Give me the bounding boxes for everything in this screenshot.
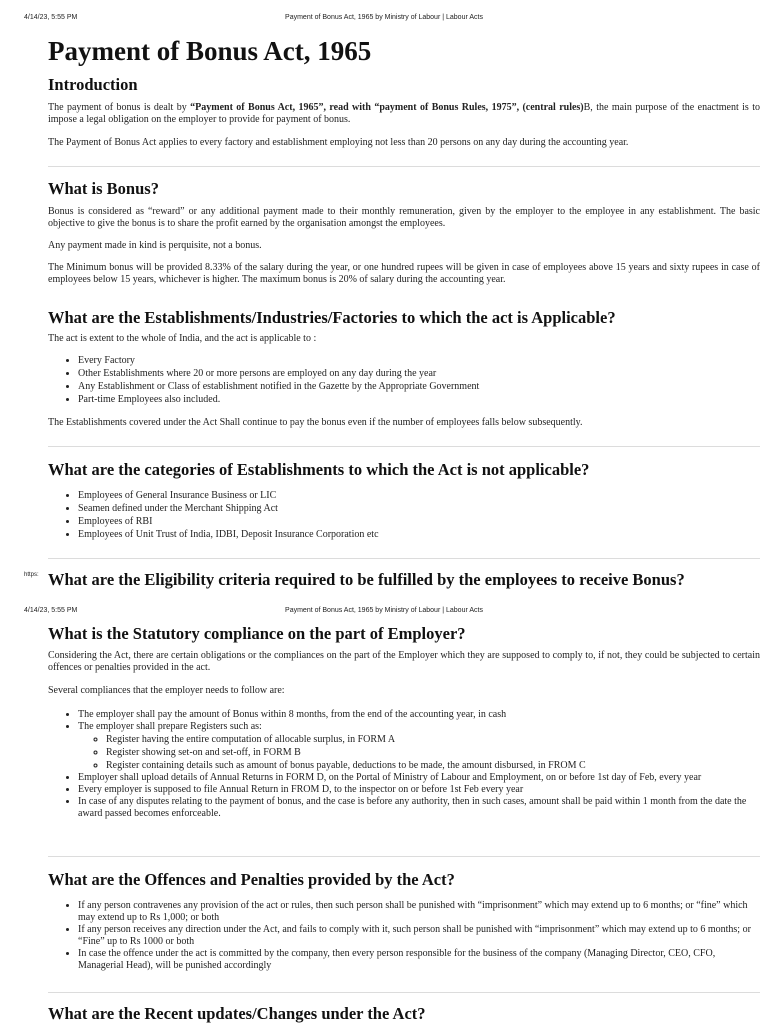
bonus-paragraph-2: Any payment made in kind is perquisite, not a bonus. — [48, 240, 262, 251]
intro-paragraph-1 — [48, 102, 760, 126]
intro-text-post: B, the main purpose of the enactment is to impose a legal obligation on the employer to provide for payment of bonus. — [48, 102, 760, 125]
compliance-heading: What is the Statutory compliance on the part of Employer? — [48, 624, 466, 643]
compliance-section — [48, 624, 760, 820]
list-item: • Employees of General Insurance Business or LIC — [78, 489, 760, 502]
list-item: • Every employer is supposed to file Annual Return in FROM D, to the inspector on or before 1st Feb every year — [78, 784, 760, 796]
not-applicable-section — [48, 460, 760, 541]
offences-list — [48, 900, 760, 972]
list-item: • Part-time Employees also included. — [78, 393, 760, 406]
page1-content — [48, 36, 760, 149]
applicable-list — [48, 354, 760, 406]
list-item — [78, 721, 760, 772]
not-applicable-heading: What are the categories of Establishments to which the Act is not applicable? — [48, 460, 590, 479]
introduction-heading: Introduction — [48, 75, 138, 94]
print-url-footer: https: — [24, 572, 39, 578]
section-divider — [48, 856, 760, 857]
print-title: Payment of Bonus Act, 1965 by Ministry of Labour | Labour Acts — [285, 607, 483, 614]
list-item: • Employees of RBI — [78, 515, 760, 528]
intro-paragraph-2: The Payment of Bonus Act applies to every factory and establishment employing not less than 20 persons on any day during the accounting year. — [48, 137, 629, 148]
list-item: • Seamen defined under the Merchant Shipping Act — [78, 502, 760, 515]
bonus-section — [48, 179, 760, 286]
updates-heading: What are the Recent updates/Changes under the Act? — [48, 1004, 426, 1023]
sublist-item: ◦ Register showing set-on and set-off, in FORM B — [106, 746, 760, 759]
list-item-text: The employer shall prepare Registers such as: — [78, 721, 262, 732]
applicable-section — [48, 308, 760, 429]
list-item: • In case the offence under the act is committed by the company, then every person responsible for the business of the company (Managing Director, CEO, CFO, Managerial Head), will be punished accordingly — [78, 948, 760, 972]
not-applicable-list — [48, 489, 760, 541]
compliance-paragraph-2: Several compliances that the employer needs to follow are: — [48, 685, 285, 696]
print-timestamp: 4/14/23, 5:55 PM — [24, 607, 78, 614]
applicable-note: The Establishments covered under the Act Shall continue to pay the bonus even if the number of employees falls below subsequently. — [48, 417, 583, 428]
compliance-list — [48, 709, 760, 820]
eligibility-heading: What are the Eligibility criteria required to be fulfilled by the employees to receive Bonus? — [48, 570, 685, 589]
sublist-item: ◦ Register containing details such as amount of bonus payable, deductions to be made, the amount disbursed, in FROM C — [106, 759, 760, 772]
list-item: • Other Establishments where 20 or more persons are employed on any day during the year — [78, 367, 760, 380]
offences-section — [48, 870, 760, 972]
list-item: • Any Establishment or Class of establishment notified in the Gazette by the Appropriate Government — [78, 380, 760, 393]
applicable-heading: What are the Establishments/Industries/Factories to which the act is Applicable? — [48, 308, 616, 327]
list-item: • Employees of Unit Trust of India, IDBI, Deposit Insurance Corporation etc — [78, 528, 760, 541]
list-item: • Every Factory — [78, 354, 760, 367]
intro-text-bold: “Payment of Bonus Act, 1965”, read with “payment of Bonus Rules, 1975”, (central rules) — [190, 102, 584, 113]
updates-section — [48, 1004, 760, 1024]
bonus-paragraph-1: Bonus is considered as “reward” or any additional payment made to their monthly remuneration, given by the employer to the employee in any establishment. The basic objective to give the bonus is to share the profit earned by the organisation amongst the employees. — [48, 206, 760, 229]
section-divider — [48, 446, 760, 447]
sublist-item: ◦ Register having the entire computation of allocable surplus, in FORM A — [106, 733, 760, 746]
list-item: • In case of any disputes relating to the payment of bonus, and the case is before any authority, then in such cases, amount shall be paid within 1 month from the date the award passed becomes enforceable. — [78, 796, 760, 820]
list-item: • If any person contravenes any provision of the act or rules, then such person shall be punished with “imprisonment” which may extend up to 6 months; or “fine” which may extend up to Rs 1,000; or both — [78, 900, 760, 924]
offences-heading: What are the Offences and Penalties provided by the Act? — [48, 870, 455, 889]
compliance-paragraph-1: Considering the Act, there are certain obligations or the compliances on the part of the Employer which they are supposed to comply to, if not, they could be subjected to certain offences or penalties provided in the act. — [48, 650, 760, 673]
print-title: Payment of Bonus Act, 1965 by Ministry of Labour | Labour Acts — [285, 14, 483, 21]
page1-print-header — [0, 14, 768, 30]
what-is-bonus-heading: What is Bonus? — [48, 179, 159, 198]
page-title: Payment of Bonus Act, 1965 — [48, 36, 372, 66]
page2-print-header — [0, 607, 768, 623]
print-timestamp: 4/14/23, 5:55 PM — [24, 14, 78, 21]
section-divider — [48, 166, 760, 167]
section-divider — [48, 558, 760, 559]
registers-sublist — [78, 733, 760, 772]
intro-text-pre: The payment of bonus is dealt by — [48, 102, 191, 113]
section-divider — [48, 992, 760, 993]
list-item: • If any person receives any direction under the Act, and fails to comply with it, such person shall be punished with “imprisonment” which may extend up to 6 months; or “Fine” up to Rs 1000 or both — [78, 924, 760, 948]
list-item: • The employer shall pay the amount of Bonus within 8 months, from the end of the accounting year, in cash — [78, 709, 760, 721]
applicable-paragraph: The act is extent to the whole of India, and the act is applicable to : — [48, 333, 317, 344]
eligibility-section — [48, 570, 760, 590]
list-item: • Employer shall upload details of Annual Returns in FORM D, on the Portal of Ministry of Labour and Employment, on or before 1st day of Feb, every year — [78, 772, 760, 784]
bonus-paragraph-3: The Minimum bonus will be provided 8.33% of the salary during the year, or one hundred rupees will be given in case of employees above 15 years and sixty rupees in case of employees below 15 years, whichever is higher. The maximum bonus is 20% of salary during the accounting year. — [48, 262, 760, 285]
